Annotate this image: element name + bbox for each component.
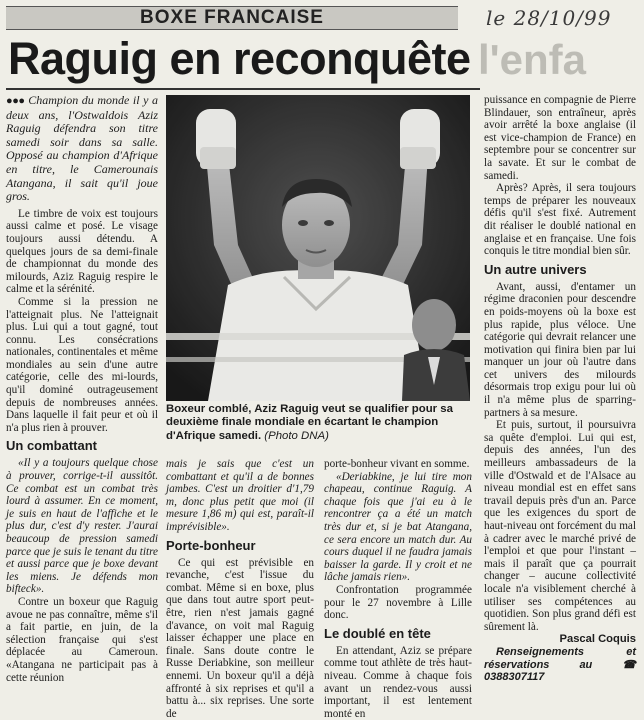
adjacent-article-headline: l'enfa (478, 36, 587, 83)
subheading: Porte-bonheur (166, 537, 256, 553)
photo-credit: (Photo DNA) (264, 429, 329, 442)
quote-paragraph: «Deriabkine, je lui tire mon chapeau, continue Raguig. A chaque fois que j'ai eu à le rencontrer ça a été un match très dur et, si je bat Atangana, ce sera encore un match dur. Au cours duquel il ne faudra jamais baisser la garde. Il y croit et ne lâche jamais rien». (324, 470, 472, 584)
quote-paragraph: mais je sais que c'est un combattant et qu'il a de bonnes jambes. C'est un droitier d'1,79 m, donc plus petit que moi (il mesure 1,86 m) qui est, paraît-il imprévisible». (166, 458, 314, 533)
body-paragraph: Contre un boxeur que Raguig avoue ne pas connaître, même s'il a fait partie, en juin, de la sélection française qui s'est déplacée au Cameroun. «Atangana ne participait pas à cette réunion (6, 595, 158, 684)
body-paragraph: Le timbre de voix est toujours aussi calme et posé. Le visage toujours aussi détendu. A quelques jours de sa demi-finale de championnat du monde des milourds, Aziz Raguig respire le calme et la sérénité. (6, 207, 158, 296)
body-paragraph: Avant, aussi, d'entamer un régime draconien pour descendre en poids-moyens où la boxe est plus rapide, plus véloce. Une catégorie qui devrait relancer une motivation qui finira bien par lui manquer un jour où l'autre dans cet univers des milourds désormais trop exigu pour lui où il n'a même plus de sparring-partners à sa mesure. (484, 280, 636, 419)
body-paragraph: Comme si la pression ne l'atteignait plus. Ne l'atteignait plus. Lui qui a tout gagné, tout connu. Les consécrations nationales, continentales et même mondiales au sein d'une autre catégorie, celle des mi-lourds, qu'il dominé outrageusement depuis de nombreuses années. Dans laquelle il fait peur et où il n'a plus rien à prouver. (6, 295, 158, 434)
body-paragraph: Et puis, surtout, il poursuivra sa quête d'emploi. Lui qui est, depuis des années, l'un des meilleurs ambassadeurs de la ville d'Ostwald et de l'Alsace au niveau mondial est en effet sans travail depuis près d'un an. Parce que les exigences du sport de haut-niveau ont forcément du mal à cadrer avec le marché privé de l'emploi et que pour l'instant – mais il paraît que ça pourrait changer – aucune collectivité locale n'a visiblement cherché à utiliser ses compétences au quotidien. Son plus grand défi est sûrement là. (484, 419, 636, 633)
caption-text: Boxeur comblé, Aziz Raguig veut se qualifier pour sa deuxième finale mondiale en écartant le champion d'Afrique samedi. (166, 403, 453, 442)
subheading: Un combattant (6, 438, 97, 454)
bullet-dots: ●●● (6, 95, 25, 107)
body-paragraph: Confrontation programmée pour le 27 novembre à Lille donc. (324, 583, 472, 622)
column-1 (6, 94, 158, 684)
headline: Raguig en reconquête (8, 33, 471, 84)
column-3 (324, 458, 472, 720)
body-paragraph: En attendant, Aziz se prépare comme tout athlète de très haut-niveau. Comme à chaque fois avant un rendez-vous aussi important, il est lentement monté en (324, 644, 472, 720)
section-title: BOXE FRANCAISE (140, 7, 324, 28)
reservation-info: Renseignements et réservations au ☎ 0388307117 (484, 645, 636, 684)
headline-rule (6, 88, 480, 90)
subheading: Un autre univers (484, 261, 587, 277)
boxer-photo-svg (166, 95, 470, 401)
author-signature: Pascal Coquis (559, 633, 636, 646)
lead-paragraph (6, 94, 158, 204)
subheading: Le doublé en tête (324, 625, 431, 641)
body-paragraph: puissance en compagnie de Pierre Blindauer, son entraîneur, après avoir arrêté la boxe anglaise (il est vice-champion de France) en septembre pour se concentrer sur la savate. Et sur le combat de samedi. (484, 94, 636, 182)
handwritten-date: le 28/10/99 (486, 6, 612, 30)
boxer-photo (166, 95, 470, 401)
lead-text: Champion du monde il y a deux ans, l'Ostwaldois Aziz Raguig défendra son titre samedi soir dans sa salle. Opposé au champion d'Afrique en titre, le Camerounais Atangana, il sait qu'il joue gros. (6, 93, 158, 204)
section-banner (6, 6, 458, 30)
column-4 (484, 94, 636, 684)
quote-paragraph: «Il y a toujours quelque chose à prouver, corrige-t-il aussitôt. Ce combat est un combat très lourd à assumer. En ce moment, je suis en haut de l'affiche et le plus dur, c'est d'y rester. J'aurai beaucoup de pression samedi parce que je suis le tenant du titre et aussi parce que je boxe devant les miens. Je défends mon bifteck». (6, 457, 158, 596)
column-2 (166, 458, 314, 720)
body-paragraph: Ce qui est prévisible en revanche, c'est l'issue du combat. Même si en boxe, plus que dans tout autre sport peut-être, rien n'est jamais gagné d'avance, on voit mal Raguig laisser échapper une place en finale. Sans doute contre le Russe Deriabkine, son meilleur ennemi. Un boxeur qu'il a déjà affronté à six reprises et qu'il a battu à... six reprises. Une sorte de (166, 556, 314, 720)
body-paragraph: Après? Après, il sera toujours temps de préparer les nouveaux défis qu'il s'est fixé. Autrement dit réaliser le doublé national en anglaise et en française. Une fois conquis le titre mondial bien sûr. (484, 182, 636, 258)
photo-caption (166, 403, 470, 443)
body-paragraph: porte-bonheur vivant en somme. (324, 458, 470, 470)
